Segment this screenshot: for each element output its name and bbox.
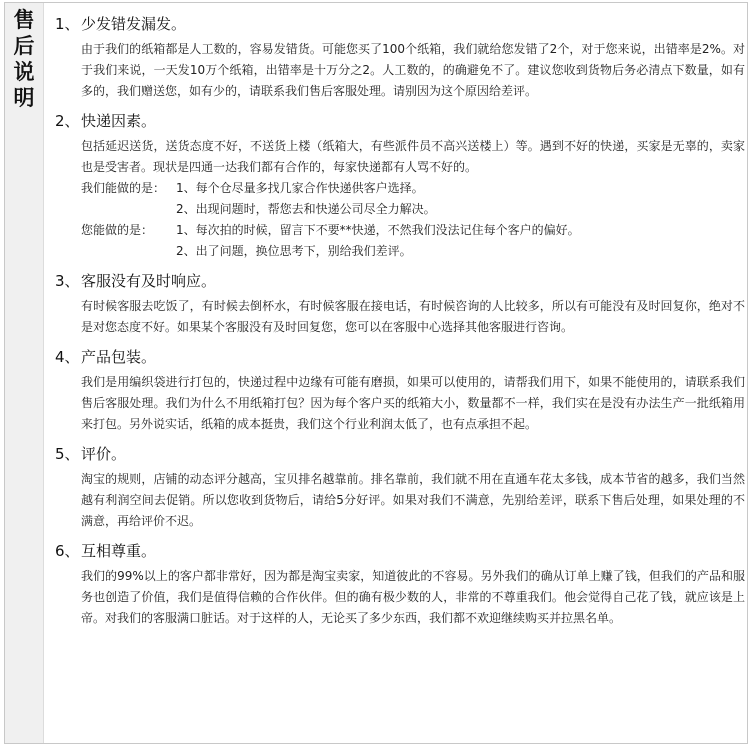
side-title-bar [5,3,44,743]
row-text: 1、每次拍的时候，留言下不要**快递，不然我们没法记住每个客户的偏好。 [176,223,580,237]
section-number: 2、 [55,112,80,130]
row-text: 1、每个仓尽量多找几家合作快递供客户选择。 [176,181,424,195]
section-heading [55,540,745,562]
side-title-char: 后 [13,34,35,58]
section-number: 6、 [55,542,80,560]
row-label: 您能做的是： [81,223,154,237]
section-reviews [55,443,745,532]
section-number: 4、 [55,348,80,366]
section-packaging [55,346,745,435]
side-title [5,7,43,111]
section-paragraph: 有时候客服去吃饭了，有时候去倒杯水，有时候客服在接电话，有时候咨询的人比较多，所以有可能没有及时回复你，绝对不是对您态度不好。如果某个客服没有及时回复您，您可以在客服中心选择其他客服进行咨询。 [81,299,745,334]
list-row [81,199,745,220]
row-label [81,199,176,220]
section-heading [55,13,745,35]
row-label: 我们能做的是： [81,181,166,195]
section-title: 快递因素。 [81,112,157,130]
notice-content [55,13,745,637]
section-number: 1、 [55,15,80,33]
section-customer-service-response [55,270,745,338]
side-title-char: 售 [13,8,35,32]
section-heading [55,443,745,465]
section-paragraph: 由于我们的纸箱都是人工数的，容易发错货。可能您买了100个纸箱，我们就给您发错了2个，对于您来说，出错率是2%。对于我们来说，一天发10万个纸箱，出错率是十万分之2。人工数的，的确避免不了。建议您收到货物后务必清点下数量，如有多的，我们赠送您，如有少的，请联系我们售后客服处理。请别因为这个原因给差评。 [81,42,745,98]
after-sales-notice [4,2,748,744]
row-text: 2、出了问题，换位思考下，别给我们差评。 [176,244,412,258]
section-title: 互相尊重。 [81,542,157,560]
section-missing-wrong-items [55,13,745,102]
row-label [81,241,176,262]
row-text: 2、出现问题时，帮您去和快递公司尽全力解决。 [176,202,436,216]
list-row [81,178,745,199]
list-row [81,241,745,262]
section-number: 5、 [55,445,80,463]
section-title: 评价。 [81,445,127,463]
section-paragraph: 我们的99%以上的客户都非常好，因为都是淘宝卖家，知道彼此的不容易。另外我们的确从订单上赚了钱，但我们的产品和服务也创造了价值，我们是值得信赖的合作伙伴。但的确有极少数的人，非常的不尊重我们。他会觉得自己花了钱，就应该是上帝。对我们的客服满口脏话。对于这样的人，无论买了多少东西，我们都不欢迎继续购买并拉黑名单。 [81,569,745,625]
section-paragraph: 我们是用编织袋进行打包的，快递过程中边缘有可能有磨损，如果可以使用的，请帮我们用下，如果不能使用的，请联系我们售后客服处理。我们为什么不用纸箱打包？因为每个客户买的纸箱大小，数量都不一样，我们实在是没有办法生产一批纸箱用来打包。另外说实话，纸箱的成本挺贵，我们这个行业利润太低了，也有点承担不起。 [81,375,745,431]
section-paragraph: 淘宝的规则，店铺的动态评分越高，宝贝排名越靠前。排名靠前，我们就不用在直通车花太多钱，成本节省的越多，我们当然越有利润空间去促销。所以您收到货物后，请给5分好评。如果对我们不满意，先别给差评，联系下售后处理，如果处理的不满意，再给评价不迟。 [81,472,745,528]
section-courier-factors [55,110,745,262]
section-title: 少发错发漏发。 [81,15,187,33]
section-heading [55,270,745,292]
side-title-char: 明 [13,86,35,110]
side-title-char: 说 [13,60,35,84]
section-heading [55,110,745,132]
section-heading [55,346,745,368]
section-title: 产品包装。 [81,348,157,366]
section-paragraph: 包括延迟送货，送货态度不好，不送货上楼（纸箱大，有些派件员不高兴送楼上）等。遇到不好的快递，买家是无辜的，卖家也是受害者。现状是四通一达我们都有合作的，每家快递都有人骂不好的。 [81,139,745,174]
section-mutual-respect [55,540,745,629]
section-title: 客服没有及时响应。 [81,272,217,290]
section-number: 3、 [55,272,80,290]
list-row [81,220,745,241]
